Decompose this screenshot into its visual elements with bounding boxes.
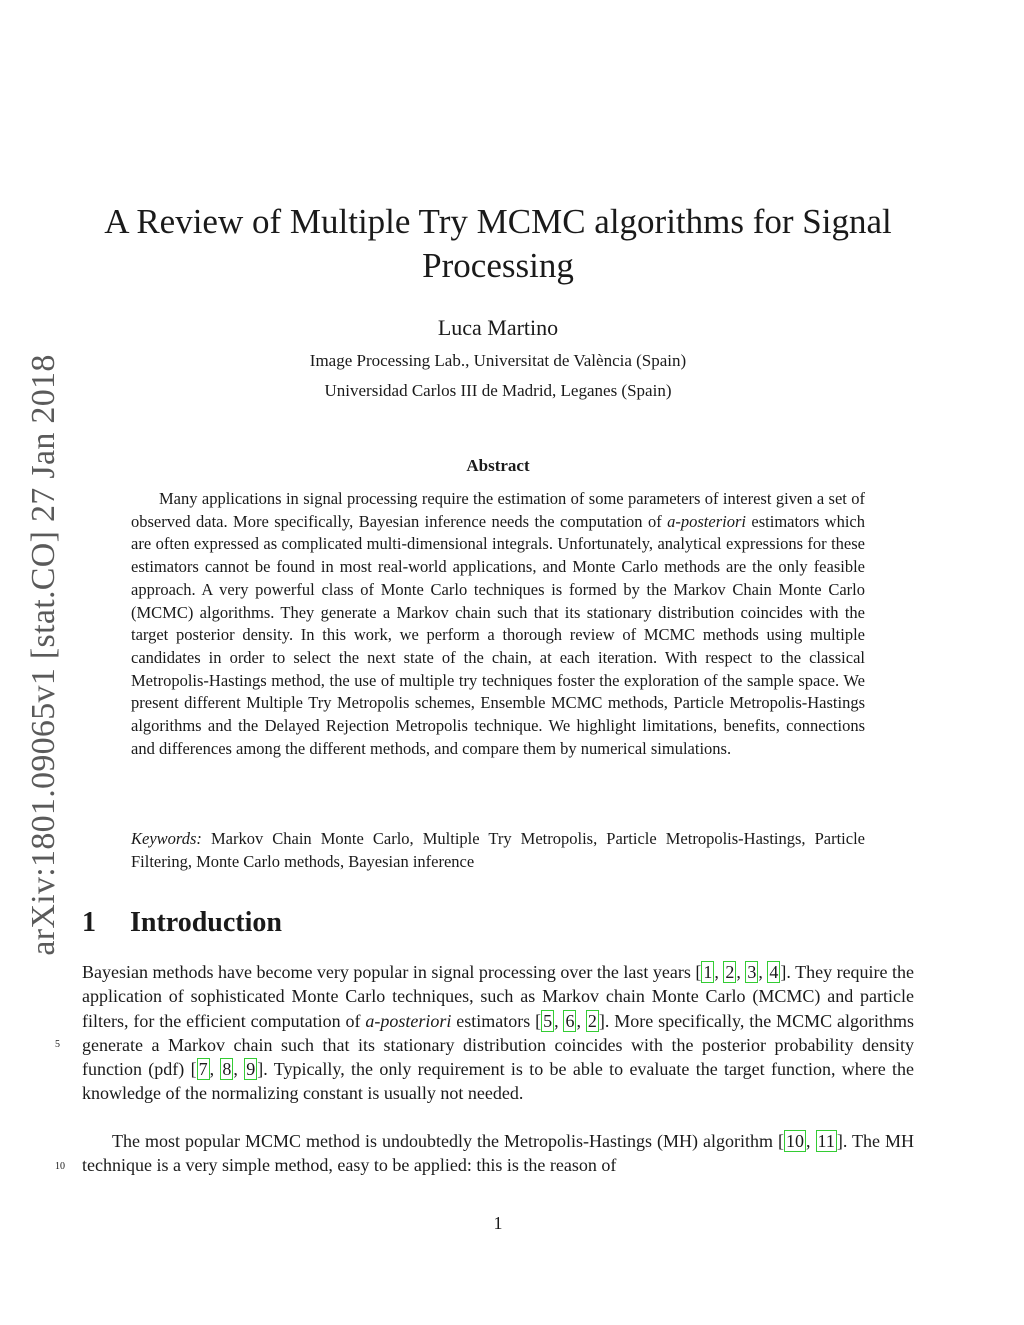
intro-text: The most popular MCMC method is undoubtedly the Metropolis-Hastings (MH) algorithm [112,1131,778,1151]
citation-link[interactable]: 9 [246,1059,256,1080]
intro-text: . Typically, the only requirement is to be able to evaluate the target function, where the knowledge of the normalizing constant is usually not needed. [82,1059,915,1104]
intro-text: . They require the application of sophisticated Monte Carlo techniques, such as Markov chain Monte Carlo (MCMC) and particle filters, for the efficient computation of [82,962,915,1031]
intro-text: estimators [451,1010,536,1031]
citation-link[interactable]: 1 [703,962,713,982]
abstract-text-part-1: Many applications in signal processing require the estimation of some parameters of interest given a set of observed data. More specifically, Bayesian inference needs the computation of [131,489,865,531]
citation-link[interactable]: 11 [817,1131,835,1151]
intro-paragraph-2: The most popular MCMC method is undoubtedly the Metropolis-Hastings (MH) algorithm [ 10 , 11 ]. The MH technique is a very simple method, easy to be applied: this is the reason of [82,1131,915,1176]
affiliation-2: Universidad Carlos III de Madrid, Leganes (Spain) [324,381,672,400]
section-heading-introduction [82,905,282,941]
intro-italic-term: a-posteriori [365,1010,452,1031]
citation-link[interactable]: 7 [198,1059,208,1080]
abstract-italic-term: a-posteriori [667,511,746,531]
section-title: Introduction [130,907,282,938]
intro-text: . More specifically, the MCMC algorithms generate a Markov chain such that its stationary distribution coincides with the posterior probability density function (pdf) [82,1010,914,1080]
intro-text: Bayesian methods have become very popular in signal processing over the last years [82,962,696,982]
citation-link[interactable]: 2 [587,1010,597,1031]
arxiv-identifier-stamp: arXiv:1801.09065v1 [stat.CO] 27 Jan 2018 [25,354,62,956]
line-number-10: 10 [55,1161,65,1172]
author-name: Luca Martino [437,315,559,340]
abstract-text-part-2: estimators which are often expressed as complicated multi-dimensional integrals. Unfortunately, analytical expressions for these estimators cannot be found in most real-world applications, and Monte Carlo methods are the only feasible approach. A very powerful class of Monte Carlo techniques is formed by the Markov Chain Monte Carlo (MCMC) algorithms. They generate a Markov chain such that its stationary distribution coincides with the target posterior density. In this work, we perform a thorough review of MCMC methods using multiple candidates in order to select the next state of the chain, at each iteration. With respect to the classical Metropolis-Hastings method, the use of multiple try techniques foster the exploration of the sample space. We present different Multiple Try Metropolis schemes, Ensemble MCMC methods, Particle Metropolis-Hastings algorithms and the Delayed Rejection Metropolis technique. We highlight limitations, benefits, connections and differences among the different methods, and compare them by numerical simulations. [131,511,865,758]
abstract-heading: Abstract [466,456,530,475]
citation-link[interactable]: 2 [725,962,735,982]
citation-link[interactable]: 4 [769,962,779,982]
line-number-5: 5 [55,1039,60,1050]
abstract-text [131,488,865,760]
intro-paragraph-1: Bayesian methods have become very popular in signal processing over the last years [ 1 , 2 , 3 , 4 ]. They require the application of sophisticated Monte Carlo techniques, such as Markov chain Monte Carlo (MCMC) and particle filters, for the efficient computation of a-posteriori estimators [ 5 , 6 , 2 ]. More specifically, the MCMC algorithms generate a Markov chain such that its stationary distribution coincides with the posterior probability density function (pdf) [ 7 , 8 , 9 ]. Typically, the only requirement is to be able to evaluate the target function, where the knowledge of the normalizing constant is usually not needed. [82,962,915,1104]
page-number: 1 [493,1213,503,1233]
citation-link[interactable]: 3 [747,962,757,982]
keywords [131,828,865,873]
keywords-label: Keywords: [131,829,202,848]
citation-link[interactable]: 10 [785,1131,804,1151]
affiliation-1: Image Processing Lab., Universitat de València (Spain) [309,351,687,370]
citation-link[interactable]: 5 [543,1010,553,1031]
section-number: 1 [82,907,96,938]
citation-link[interactable]: 8 [222,1059,232,1080]
citation-link[interactable]: 6 [565,1010,575,1031]
intro-text: . The MH technique is a very simple method, easy to be applied: this is the reason of [82,1131,915,1176]
paper-title: A Review of Multiple Try MCMC algorithms for Signal Processing [104,202,892,285]
keywords-list: Markov Chain Monte Carlo, Multiple Try Metropolis, Particle Metropolis-Hastings, Particle Filtering, Monte Carlo methods, Bayesian inference [131,829,865,871]
